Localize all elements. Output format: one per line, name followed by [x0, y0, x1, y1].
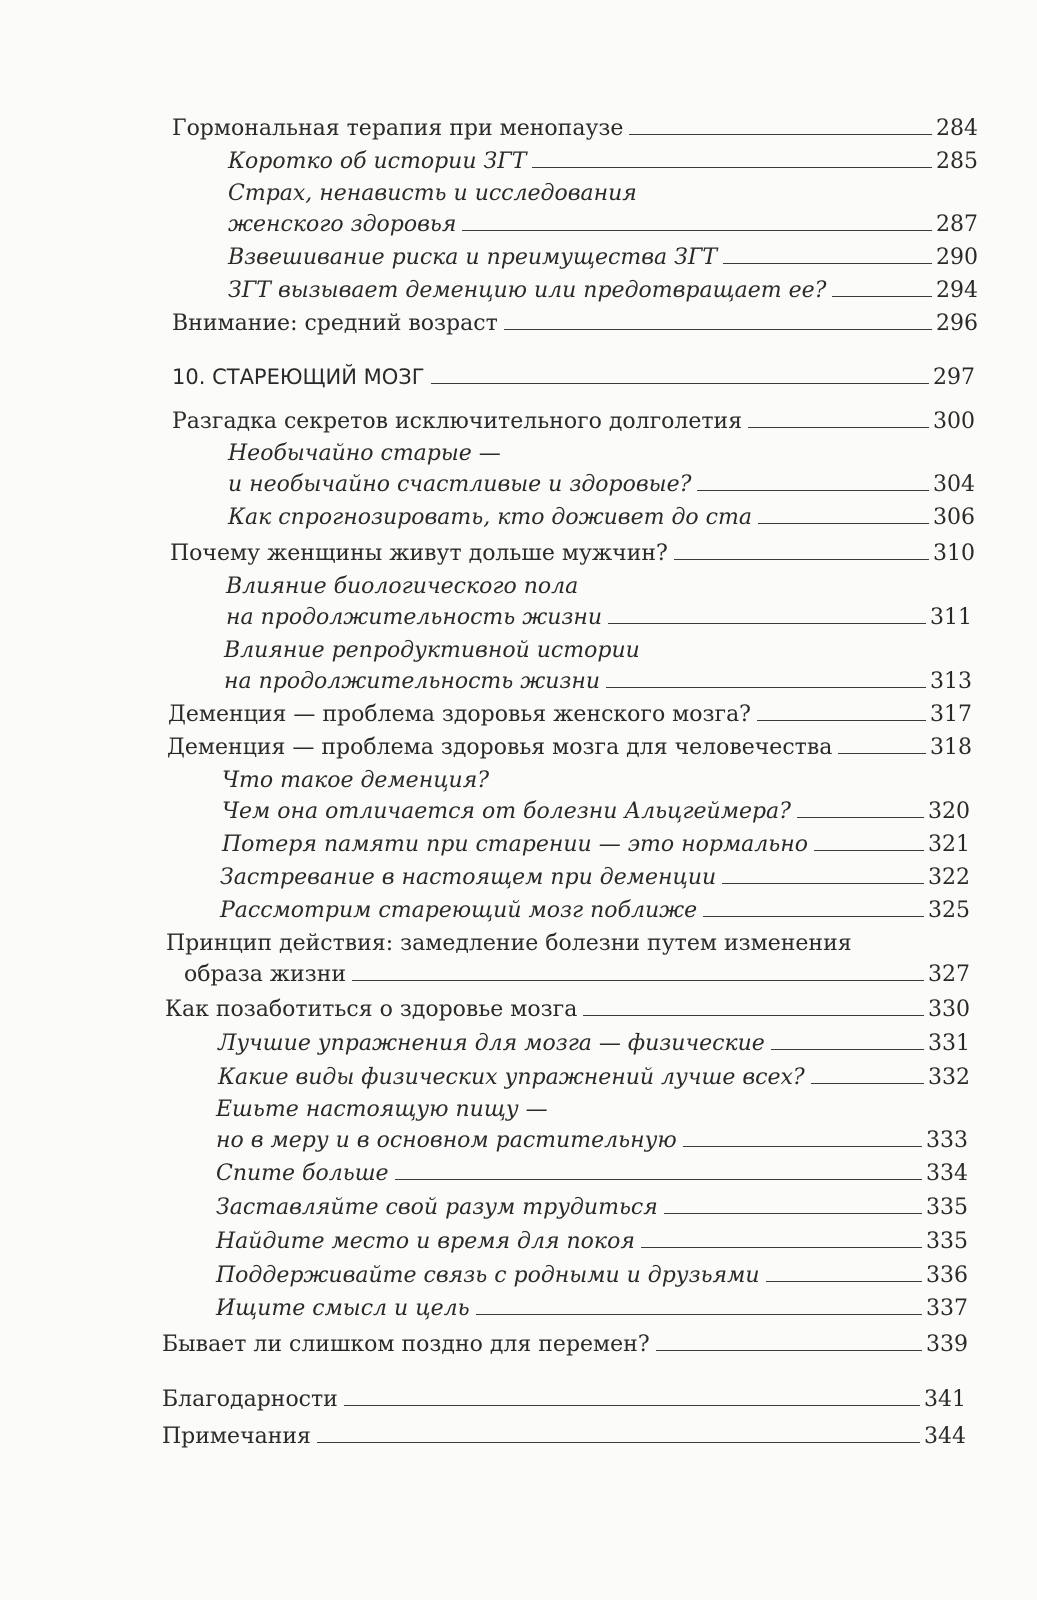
toc-entry-title: ЗГТ вызывает деменцию или предотвращает ее? [228, 278, 827, 303]
dot-leader [504, 311, 932, 330]
toc-page-number: 311 [930, 605, 972, 630]
toc-entry-title-line1: Необычайно старые — [228, 441, 501, 466]
toc-page-number: 317 [930, 702, 972, 727]
toc-entry-title: Бывает ли слишком поздно для перемен? [162, 1332, 650, 1357]
toc-entry-title-line1: Влияние биологического пола [226, 574, 579, 599]
dot-leader [431, 365, 929, 384]
toc-entry-title: Деменция — проблема здоровья женского мозга? [168, 702, 751, 727]
toc-page-number: 339 [926, 1332, 968, 1357]
toc-entry-title-line1: Страх, ненависть и исследования [228, 181, 637, 206]
toc-page-number: 335 [926, 1229, 968, 1254]
toc-page-number: 313 [930, 669, 972, 694]
dot-leader [674, 541, 929, 560]
toc-entry-title: 10. СТАРЕЮЩИЙ МОЗГ [172, 365, 425, 389]
toc-page-number: 297 [933, 365, 975, 390]
toc-page-number: 327 [928, 962, 970, 987]
dot-leader [656, 1332, 922, 1351]
toc-page-number: 333 [926, 1128, 968, 1153]
dot-leader [532, 149, 932, 168]
toc-page-number: 320 [928, 799, 970, 824]
dot-leader [344, 1387, 920, 1406]
dot-leader [608, 605, 926, 624]
toc-page-number: 290 [936, 245, 978, 270]
toc-page-number: 318 [930, 735, 972, 760]
toc-entry-title: Взвешивание риска и преимущества ЗГТ [228, 245, 718, 270]
toc-entry-title: Благодарности [162, 1387, 338, 1412]
toc-entry-title: Чем она отличается от болезни Альцгеймера? [222, 799, 791, 824]
toc-entry-title: Как спрогнозировать, кто доживет до ста [228, 505, 752, 530]
toc-entry-title-line1: Принцип действия: замедление болезни путем изменения [166, 931, 852, 956]
dot-leader [583, 997, 924, 1016]
toc-entry-title-line1: Что такое деменция? [222, 768, 490, 793]
toc-page-number: 294 [936, 278, 978, 303]
toc-entry-title: на продолжительность жизни [224, 669, 601, 694]
dot-leader [722, 865, 924, 884]
toc-entry-title: Потеря памяти при старении — это нормально [222, 832, 809, 857]
toc-page-number: 310 [933, 541, 975, 566]
toc-entry-title: Лучшие упражнения для мозга — физические [218, 1031, 765, 1056]
toc-entry-title: Разгадка секретов исключительного долголетия [172, 409, 743, 434]
toc-entry-title: Гормональная терапия при менопаузе [172, 116, 624, 141]
dot-leader [462, 212, 932, 231]
dot-leader [664, 1195, 922, 1214]
dot-leader [606, 669, 926, 688]
dot-leader [703, 898, 924, 917]
toc-page-number: 325 [928, 898, 970, 923]
toc-page-number: 341 [924, 1387, 966, 1412]
toc-entry-title: Найдите место и время для покоя [216, 1229, 635, 1254]
toc-page-number: 344 [924, 1424, 966, 1449]
toc-entry-title: Почему женщины живут дольше мужчин? [170, 541, 668, 566]
toc-page-number: 322 [928, 865, 970, 890]
toc-entry-title: Какие виды физических упражнений лучше всех? [218, 1065, 805, 1090]
toc-page-number: 332 [928, 1065, 970, 1090]
toc-entry-title: Внимание: средний возраст [172, 311, 498, 336]
dot-leader [758, 505, 929, 524]
toc-entry-title-line1: Влияние репродуктивной истории [224, 638, 640, 663]
toc-entry-title: Ищите смысл и цель [216, 1296, 470, 1321]
dot-leader [748, 409, 929, 428]
toc-page-number: 336 [926, 1263, 968, 1288]
toc-entry-title: Заставляйте свой разум трудиться [216, 1195, 658, 1220]
toc-page-number: 296 [936, 311, 978, 336]
dot-leader [352, 962, 924, 981]
toc-entry-title: но в меру и в основном растительную [216, 1128, 677, 1153]
toc-entry-title: Коротко об истории ЗГТ [228, 149, 527, 174]
toc-entry-title: женского здоровья [228, 212, 457, 237]
dot-leader [757, 702, 926, 721]
toc-entry-title: Рассмотрим стареющий мозг поближе [220, 898, 698, 923]
toc-entry-title: Застревание в настоящем при деменции [220, 865, 717, 890]
dot-leader [641, 1229, 922, 1248]
toc-page-number: 300 [933, 409, 975, 434]
dot-leader [723, 245, 932, 264]
dot-leader [811, 1065, 924, 1084]
toc-page-number: 306 [933, 505, 975, 530]
toc-page-number: 287 [936, 212, 978, 237]
toc-page-number: 330 [928, 997, 970, 1022]
toc-page-number: 284 [936, 116, 978, 141]
dot-leader [838, 735, 926, 754]
dot-leader [317, 1424, 920, 1443]
dot-leader [697, 472, 929, 491]
toc-page-number: 331 [928, 1031, 970, 1056]
dot-leader [797, 799, 924, 818]
toc-page-number: 321 [928, 832, 970, 857]
dot-leader [476, 1296, 922, 1315]
dot-leader [683, 1128, 922, 1147]
toc-entry-title: и необычайно счастливые и здоровые? [228, 472, 692, 497]
toc-entry-title: на продолжительность жизни [226, 605, 603, 630]
dot-leader [832, 278, 932, 297]
toc-entry-title: образа жизни [184, 962, 347, 987]
dot-leader [771, 1031, 924, 1050]
toc-page-number: 304 [933, 472, 975, 497]
toc-entry-title: Деменция — проблема здоровья мозга для человечества [167, 735, 833, 760]
toc-entry-title-line1: Ешьте настоящую пищу — [216, 1097, 548, 1122]
dot-leader [395, 1161, 922, 1180]
toc-entry-title: Как позаботиться о здоровье мозга [165, 997, 578, 1022]
dot-leader [814, 832, 924, 851]
toc-page-number: 285 [936, 149, 978, 174]
toc-page-number: 335 [926, 1195, 968, 1220]
toc-entry-title: Спите больше [216, 1161, 389, 1186]
toc-page-number: 337 [926, 1296, 968, 1321]
dot-leader [766, 1263, 922, 1282]
toc-entry-title: Поддерживайте связь с родными и друзьями [216, 1263, 760, 1288]
toc-page-number: 334 [926, 1161, 968, 1186]
toc-entry-title: Примечания [162, 1424, 311, 1449]
dot-leader [629, 116, 932, 135]
